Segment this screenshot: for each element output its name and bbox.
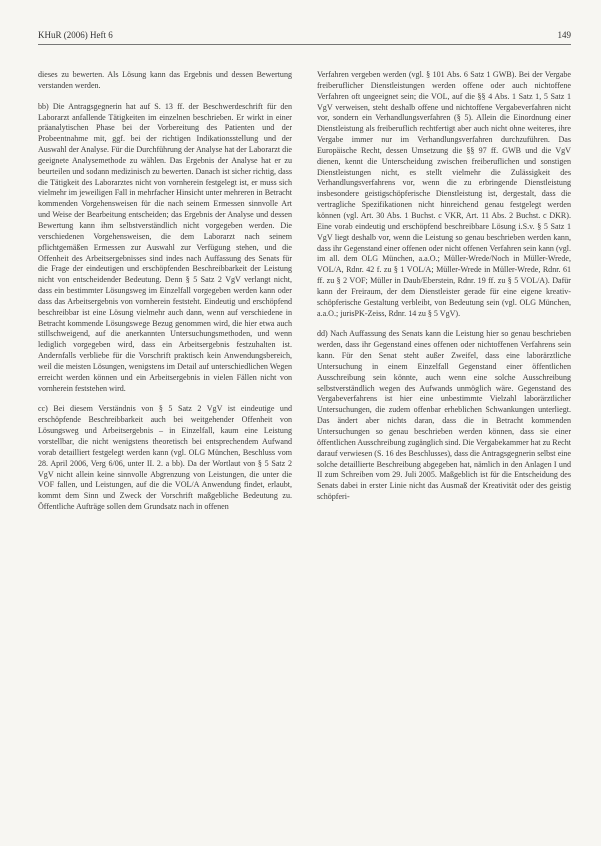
paragraph: cc) Bei diesem Verständnis von § 5 Satz 2 VgV ist eindeutige und erschöpfende Beschreibbarkeit auch bei weitgehender Offenheit von Lösungsweg und Arbeitsergebnis – in Einzelfall, kaum eine Leistung vorstellbar, die nicht wenigstens theoretisch bei entsprechendem Aufwand vorab detailliert festgelegt werden kann (vgl. OLG München, Beschluss vom 28. April 2006, Verg 6/06, unter II. 2. a bb). Da der Wortlaut von § 5 Satz 2 VgV nicht allein keine sinnvolle Abgrenzung von Leistungen, die unter die VOF fallen, und Leistungen, auf die die VOL/A Anwendung findet, erlaubt, kommt dem Sinn und Zweck der Vorschrift maßgebliche Bedeutung zu. Öffentliche Aufträge sollen dem Grundsatz nach in offenen xyxy=(38,404,292,512)
left-column xyxy=(38,70,292,523)
right-column xyxy=(317,70,571,513)
page-number: 149 xyxy=(557,30,571,40)
paragraph: dieses zu bewerten. Als Lösung kann das Ergebnis und dessen Bewertung verstanden werden. xyxy=(38,70,292,90)
paragraph: bb) Die Antragsgegnerin hat auf S. 13 ff. der Beschwerdeschrift für den Laborarzt anfallende Tätigkeiten im einzelnen beschrieben. Er wirkt in einer präanalytischen Phase bei der Vorbereitung des Patienten und der Probeentnahme mit, ggf. bei der richtigen Indikationsstellung und der Auswahl der Analyse. Für die Durchführung der Analyse hat der Laborarzt die geeignete Analysemethode zu wählen. Das Ergebnis der Analyse hat er zu beurteilen und sodann medizinisch zu bewerten. Danach ist sicher richtig, dass die Tätigkeit des Laborarztes nicht von vornherein festgelegt ist, er muss sich vielmehr im jeweiligen Fall in mehrfacher Hinsicht unter mehreren in Betracht kommenden Vorgehensweisen für die nach seinem Ermessen sinnvolle Art und Weise der Bearbeitung entscheiden; das Ergebnis der Analyse und dessen Bewertung kann ihm selbstverständlich nicht vorgegeben werden. Die verschiedenen Vorgehensweisen, die dem Laborarzt nach seinem pflichtgemäßen Ermessen zur Auswahl zur Verfügung stehen, und die Offenheit des Arbeitsergebnisses sind indes nach Auffassung des Senats für die Frage der eindeutigen und erschöpfenden Beschreibbarkeit der Leistung nicht von entscheidender Bedeutung. Denn § 5 Satz 2 VgV verlangt nicht, dass ein bestimmter Lösungsweg im Einzelfall vorgegeben werden kann oder dass das Arbeitsergebnis von vornherein feststeht. Eindeutig und erschöpfend beschreibbar ist eine Lösung vielmehr auch dann, wenn auf verschiedene in Betracht kommende Lösungswege Bezug genommen wird, die hier etwa auch stillschweigend, auf die anerkannten Untersuchungsmethoden, und wenn lediglich vorgegeben wird, dass ein Arbeitsergebnis festzuhalten ist. Andernfalls verbliebe für die Vorschrift praktisch kein Anwendungsbereich, weil die meisten Lösungen, wenigstens im Detail auf unterschiedlichen Wegen erreicht werden können und ein Arbeitsergebnis in vielen Fällen nicht von vornherein feststehen wird. xyxy=(38,101,292,393)
header-rule xyxy=(38,44,571,45)
paragraph: Verfahren vergeben werden (vgl. § 101 Abs. 6 Satz 1 GWB). Bei der Vergabe freiberuflicher Dienstleistungen werden offene oder auch nichtoffene Verfahren oft ungeeignet sein; die VOL, auf die §§ 4 Abs. 1 Satz 1, 5 Satz 1 VgV verweisen, steht deshalb offene und nichtoffene Vergabeverfahren nicht vor, sondern ein Verhandlungsverfahren (§ 5). Allein die Einordnung einer Dienstleistung als freiberuflich rechtfertigt aber auch nicht ohne weiteres, ihre Vergabe immer nur im Verhandlungsverfahren durchzuführen. Das Europäische Recht, dessen Umsetzung die §§ 97 ff. GWB und die VgV dienen, kennt die Unterscheidung zwischen freiberuflichen und sonstigen Dienstleistungen nicht, es stellt vielmehr die Zulässigkeit des Verhandlungsverfahrens vor, wenn die zu erbringende Dienstleistung insbesondere geistigschöpferische Dienstleistung ist, dergestalt, dass die vertragliche Spezifikationen nicht hinreichend genau festgelegt werden können (vgl. Art. 30 Abs. 1 Buchst. c VKR, Art. 11 Abs. 2 Buchst. c DKR). Eine vorab eindeutig und erschöpfend beschreibbare Lösung i.S.v. § 5 Satz 1 VgV liegt deshalb vor, wenn die Leistung so genau beschrieben werden kann, dass ihr Gegenstand einer offenen oder nicht offenen Verfahren sein kann (vgl. im all. dem OLG München, a.a.O.; Müller-Wrede/Noch in Müller-Wrede, VOL/A, Rdnr. 42 f. zu § 1 VOL/A; Müller-Wrede in Müller-Wrede, Rdnr. 61 ff. zu § 2 VOF; Müller in Daub/Eberstein, Rdnr. 19 ff. zu § 5 VOL/A). Dafür kann der Freiraum, der dem Dienstleister gerade für eine eigene kreativ-schöpferische Gestaltung verbleibt, von Bedeutung sein (vgl. OLG München, a.a.O.; jurisPK-Zeiss, Rdnr. 14 zu § 5 VgV). xyxy=(317,70,571,318)
journal-reference: KHuR (2006) Heft 6 xyxy=(38,30,113,40)
paragraph: dd) Nach Auffassung des Senats kann die Leistung hier so genau beschrieben werden, dass ihr Gegenstand eines offenen oder nichtoffenen Verfahrens sein kann. Für den Senat steht außer Zweifel, dass eine laborärztliche Untersuchung in einem Einzelfall Gegenstand einer öffentlichen Ausschreibung sein könnte, auch wenn eine solche Ausschreibung selbstverständlich wegen des Aufwands unmöglich wäre. Gegenstand des Vergabeverfahrens ist hier eine unbestimmte Vielzahl laborärztlicher Untersuchungen, die zudem offenbar erheblichen Schwankungen unterliegt. Das ändert aber nichts daran, dass die in Betracht kommenden Untersuchungen so genau beschrieben werden können, dass sie einer öffentlichen Ausschreibung zugänglich sind. Die Vergabekammer hat zu Recht darauf verwiesen (S. 16 des Beschlusses), dass die Antragsgegnerin selbst eine solche detaillierte Beschreibung abgegeben hat, nämlich in den Anlagen I und II zum Schreiben vom 29. Juli 2005. Maßgeblich ist für die Entscheidung des Senats dabei in erster Linie nicht das Ausmaß der Kreativität oder des geistig schöpferi- xyxy=(317,329,571,502)
